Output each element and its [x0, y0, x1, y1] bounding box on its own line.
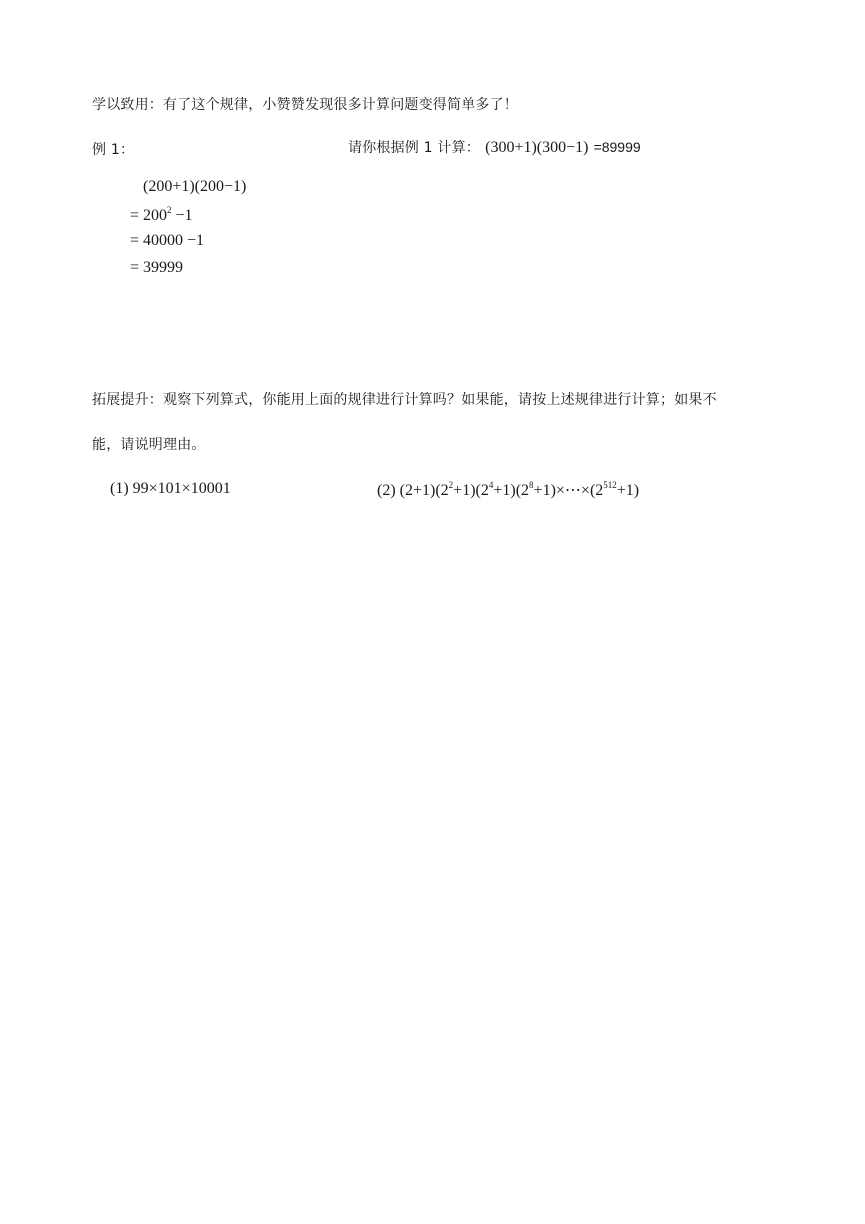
problem-1: (1) 99×101×10001 [110, 480, 231, 497]
extension-line-1: 拓展提升：观察下列算式，你能用上面的规律进行计算吗？如果能，请按上述规律进行计算；如果不 [92, 392, 717, 408]
example-step-1: (200+1)(200−1) [143, 178, 247, 195]
example-step-4: = 39999 [130, 259, 184, 276]
example-step-3: = 40000 −1 [130, 232, 205, 249]
exercise-line [348, 137, 641, 157]
exercise-expression: (300+1)(300−1) [485, 139, 589, 156]
example-label: 例 1： [92, 142, 135, 158]
exercise-answer: =89999 [593, 139, 641, 155]
intro-text: 学以致用：有了这个规律，小赞赞发现很多计算问题变得简单多了！ [92, 97, 518, 113]
problem-2: (2) $(2+1)(2^2+1)(2^4+1)(2^8+1)\times\cdots\times(2^{512}+1)$ [377, 480, 640, 499]
exercise-prompt: 请你根据例 1 计算： [348, 140, 481, 156]
exponent: 2 [167, 205, 172, 215]
example-step-2: = $200^2 -1$ [130, 205, 193, 224]
extension-line-2: 能，请说明理由。 [92, 437, 206, 453]
